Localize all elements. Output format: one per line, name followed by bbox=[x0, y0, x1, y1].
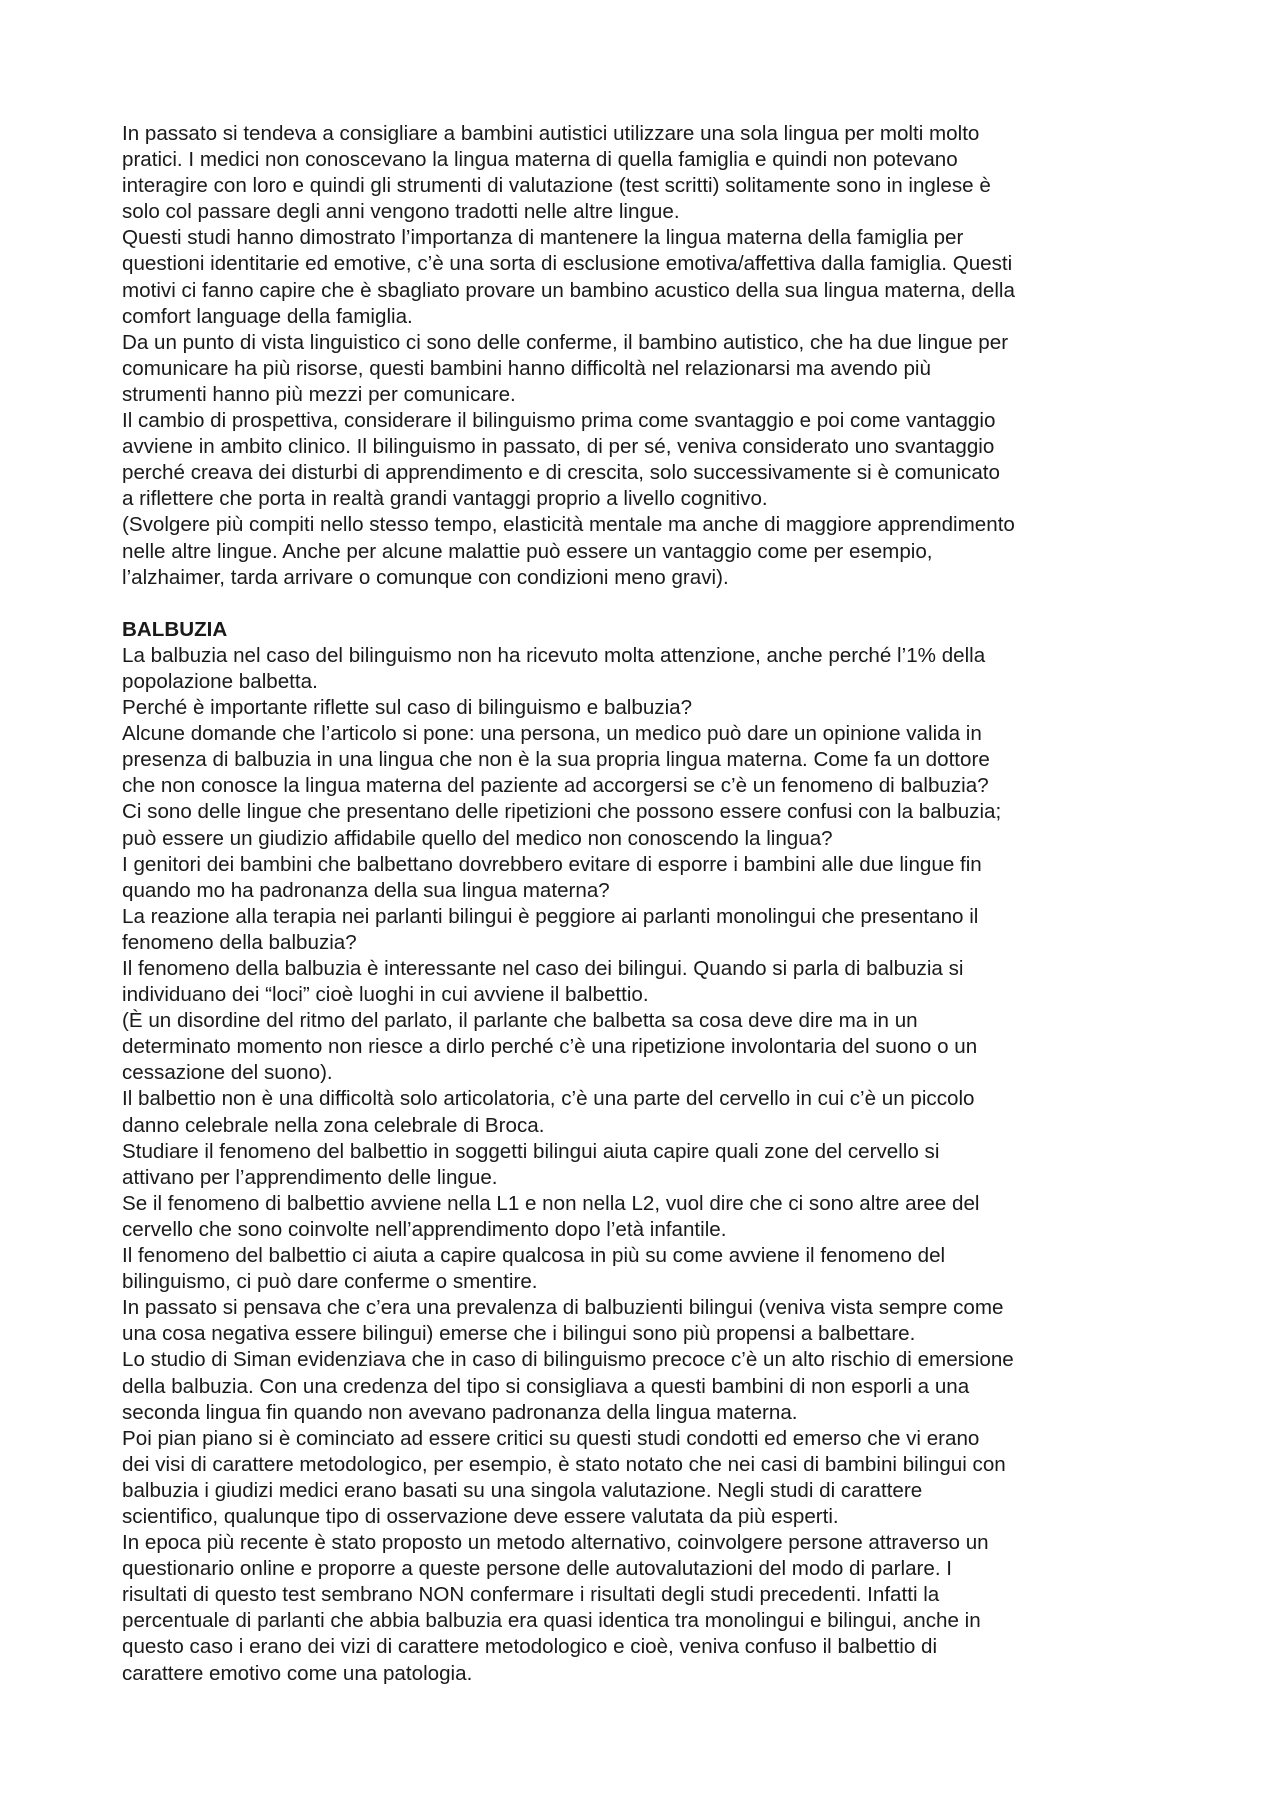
text-line: scientifico, qualunque tipo di osservazione deve essere valutata da più esperti. bbox=[122, 1504, 839, 1528]
text-line: può essere un giudizio affidabile quello del medico non conoscendo la lingua? bbox=[122, 826, 833, 850]
text-line: cessazione del suono). bbox=[122, 1061, 333, 1085]
text-line: individuano dei “loci” cioè luoghi in cui avviene il balbettio. bbox=[122, 983, 649, 1007]
text-line: Alcune domande che l’articolo si pone: una persona, un medico può dare un opinione valida in bbox=[122, 722, 982, 746]
intro-paragraphs bbox=[122, 121, 1162, 591]
text-line: Il cambio di prospettiva, considerare il bilinguismo prima come svantaggio e poi come vantaggio bbox=[122, 409, 996, 433]
text-line: Ci sono delle lingue che presentano delle ripetizioni che possono essere confusi con la balbuzia; bbox=[122, 800, 1002, 824]
text-line: interagire con loro e quindi gli strumenti di valutazione (test scritti) solitamente sono in inglese è bbox=[122, 174, 991, 198]
text-line: La balbuzia nel caso del bilinguismo non ha ricevuto molta attenzione, anche perché l’1% della bbox=[122, 643, 986, 667]
text-line: questioni identitarie ed emotive, c’è una sorta di esclusione emotiva/affettiva dalla famiglia. Questi bbox=[122, 252, 1013, 276]
text-line: Da un punto di vista linguistico ci sono delle conferme, il bambino autistico, che ha due lingue per bbox=[122, 330, 1009, 354]
text-line: seconda lingua fin quando non avevano padronanza della lingua materna. bbox=[122, 1400, 798, 1424]
text-line: (È un disordine del ritmo del parlato, il parlante che balbetta sa cosa deve dire ma in un bbox=[122, 1009, 918, 1033]
section-heading: BALBUZIA bbox=[122, 617, 228, 641]
text-line: questo caso i erano dei vizi di carattere metodologico e cioè, veniva confuso il balbettio di bbox=[122, 1635, 938, 1659]
section-spacer bbox=[122, 591, 1162, 617]
text-line: Questi studi hanno dimostrato l’importanza di mantenere la lingua materna della famiglia per bbox=[122, 226, 964, 250]
text-line: quando mo ha padronanza della sua lingua materna? bbox=[122, 878, 610, 902]
text-line: Se il fenomeno di balbettio avviene nella L1 e non nella L2, vuol dire che ci sono altre aree del bbox=[122, 1191, 980, 1215]
text-line: balbuzia i giudizi medici erano basati su una singola valutazione. Negli studi di carattere bbox=[122, 1478, 923, 1502]
text-line: risultati di questo test sembrano NON confermare i risultati degli studi precedenti. Infatti la bbox=[122, 1583, 940, 1607]
text-line: determinato momento non riesce a dirlo perché c’è una ripetizione involontaria del suono o un bbox=[122, 1035, 978, 1059]
text-line: comunicare ha più risorse, questi bambini hanno difficoltà nel relazionarsi ma avendo più bbox=[122, 356, 931, 380]
text-line: Studiare il fenomeno del balbettio in soggetti bilingui aiuta capire quali zone del cervello si bbox=[122, 1139, 940, 1163]
text-line: presenza di balbuzia in una lingua che non è la sua propria lingua materna. Come fa un dottore bbox=[122, 748, 990, 772]
text-line: bilinguismo, ci può dare conferme o smentire. bbox=[122, 1270, 538, 1294]
text-line: che non conosce la lingua materna del paziente ad accorgersi se c’è un fenomeno di balbuzia? bbox=[122, 774, 989, 798]
text-line: attivano per l’apprendimento delle lingue. bbox=[122, 1165, 498, 1189]
text-line: Lo studio di Siman evidenziava che in caso di bilinguismo precoce c’è un alto rischio di emersione bbox=[122, 1348, 1014, 1372]
text-line: (Svolgere più compiti nello stesso tempo, elasticità mentale ma anche di maggiore apprendimento bbox=[122, 513, 1015, 537]
text-line: carattere emotivo come una patologia. bbox=[122, 1661, 473, 1685]
text-line: a riflettere che porta in realtà grandi vantaggi proprio a livello cognitivo. bbox=[122, 487, 768, 511]
text-line: questionario online e proporre a queste persone delle autovalutazioni del modo di parlare. I bbox=[122, 1557, 953, 1581]
text-line: danno celebrale nella zona celebrale di Broca. bbox=[122, 1113, 545, 1137]
text-line: In epoca più recente è stato proposto un metodo alternativo, coinvolgere persone attraverso un bbox=[122, 1531, 989, 1555]
document-page bbox=[122, 121, 1162, 1687]
text-line: cervello che sono coinvolte nell’apprendimento dopo l’età infantile. bbox=[122, 1217, 727, 1241]
text-line: l’alzhaimer, tarda arrivare o comunque con condizioni meno gravi). bbox=[122, 565, 729, 589]
text-line: I genitori dei bambini che balbettano dovrebbero evitare di esporre i bambini alle due lingue fin bbox=[122, 852, 982, 876]
text-line: fenomeno della balbuzia? bbox=[122, 930, 357, 954]
text-line: Il balbettio non è una difficoltà solo articolatoria, c’è una parte del cervello in cui c’è un piccolo bbox=[122, 1087, 975, 1111]
text-line: strumenti hanno più mezzi per comunicare. bbox=[122, 382, 516, 406]
text-line: In passato si pensava che c’era una prevalenza di balbuzienti bilingui (veniva vista sempre come bbox=[122, 1296, 1004, 1320]
text-line: percentuale di parlanti che abbia balbuzia era quasi identica tra monolingui e bilingui, anche in bbox=[122, 1609, 981, 1633]
text-line: comfort language della famiglia. bbox=[122, 304, 413, 328]
text-line: dei visi di carattere metodologico, per esempio, è stato notato che nei casi di bambini bilingui con bbox=[122, 1452, 1006, 1476]
section-body bbox=[122, 643, 1162, 1687]
text-line: Perché è importante riflette sul caso di bilinguismo e balbuzia? bbox=[122, 696, 693, 720]
text-line: una cosa negativa essere bilingui) emerse che i bilingui sono più propensi a balbettare. bbox=[122, 1322, 916, 1346]
text-line: della balbuzia. Con una credenza del tipo si consigliava a questi bambini di non esporli a una bbox=[122, 1374, 970, 1398]
text-line: Poi pian piano si è cominciato ad essere critici su questi studi condotti ed emerso che vi erano bbox=[122, 1426, 980, 1450]
text-line: Il fenomeno della balbuzia è interessante nel caso dei bilingui. Quando si parla di balbuzia si bbox=[122, 957, 964, 980]
text-line: pratici. I medici non conoscevano la lingua materna di quella famiglia e quindi non potevano bbox=[122, 148, 958, 172]
text-line: motivi ci fanno capire che è sbagliato provare un bambino acustico della sua lingua materna, della bbox=[122, 278, 1015, 302]
text-line: popolazione balbetta. bbox=[122, 669, 318, 693]
text-line: La reazione alla terapia nei parlanti bilingui è peggiore ai parlanti monolingui che presentano il bbox=[122, 904, 979, 928]
text-line: perché creava dei disturbi di apprendimento e di crescita, solo successivamente si è comunicato bbox=[122, 461, 1000, 485]
text-line: Il fenomeno del balbettio ci aiuta a capire qualcosa in più su come avviene il fenomeno del bbox=[122, 1244, 946, 1268]
text-line: avviene in ambito clinico. Il bilinguismo in passato, di per sé, veniva considerato uno svantaggio bbox=[122, 435, 995, 459]
text-line: nelle altre lingue. Anche per alcune malattie può essere un vantaggio come per esempio, bbox=[122, 539, 933, 563]
text-line: In passato si tendeva a consigliare a bambini autistici utilizzare una sola lingua per molti molto bbox=[122, 122, 980, 145]
text-line: solo col passare degli anni vengono tradotti nelle altre lingue. bbox=[122, 200, 680, 224]
